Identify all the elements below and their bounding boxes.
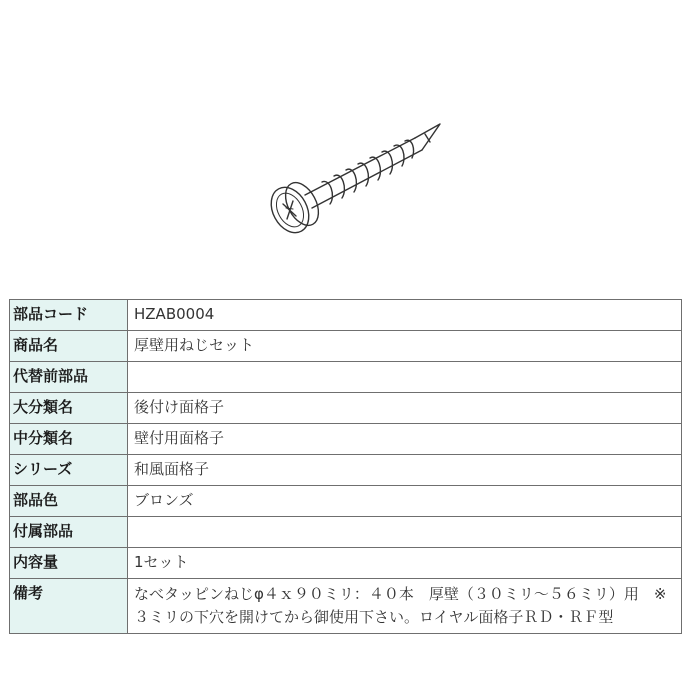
table-row-remarks <box>10 579 682 634</box>
value-product-name: 厚壁用ねじセット <box>128 331 682 362</box>
table-row-accessory-parts <box>10 517 682 548</box>
value-part-color: ブロンズ <box>128 486 682 517</box>
value-part-code: HZAB0004 <box>128 300 682 331</box>
label-remarks: 備考 <box>10 579 128 634</box>
label-part-code: 部品コード <box>10 300 128 331</box>
label-product-name: 商品名 <box>10 331 128 362</box>
pan-head-tapping-screw-icon <box>250 100 460 250</box>
value-quantity: 1セット <box>128 548 682 579</box>
label-previous-part: 代替前部品 <box>10 362 128 393</box>
label-series: シリーズ <box>10 455 128 486</box>
value-series: 和風面格子 <box>128 455 682 486</box>
value-accessory-parts <box>128 517 682 548</box>
value-major-category: 後付け面格子 <box>128 393 682 424</box>
value-previous-part <box>128 362 682 393</box>
table-row-product-name <box>10 331 682 362</box>
label-quantity: 内容量 <box>10 548 128 579</box>
label-accessory-parts: 付属部品 <box>10 517 128 548</box>
table-row-major-category <box>10 393 682 424</box>
value-remarks: なべタッピンねじφ４ｘ９０ミリ：４０本 厚壁（３０ミリ〜５６ミリ）用 ※３ミリの下穴を開けてから御使用下さい。ロイヤル面格子ＲＤ・ＲＦ型 <box>128 579 682 634</box>
value-middle-category: 壁付用面格子 <box>128 424 682 455</box>
table-row-part-color <box>10 486 682 517</box>
spec-table <box>9 299 682 634</box>
table-row-middle-category <box>10 424 682 455</box>
label-middle-category: 中分類名 <box>10 424 128 455</box>
product-illustration <box>250 100 460 250</box>
table-row-part-code <box>10 300 682 331</box>
table-row-quantity <box>10 548 682 579</box>
label-part-color: 部品色 <box>10 486 128 517</box>
table-row-previous-part <box>10 362 682 393</box>
label-major-category: 大分類名 <box>10 393 128 424</box>
table-row-series <box>10 455 682 486</box>
